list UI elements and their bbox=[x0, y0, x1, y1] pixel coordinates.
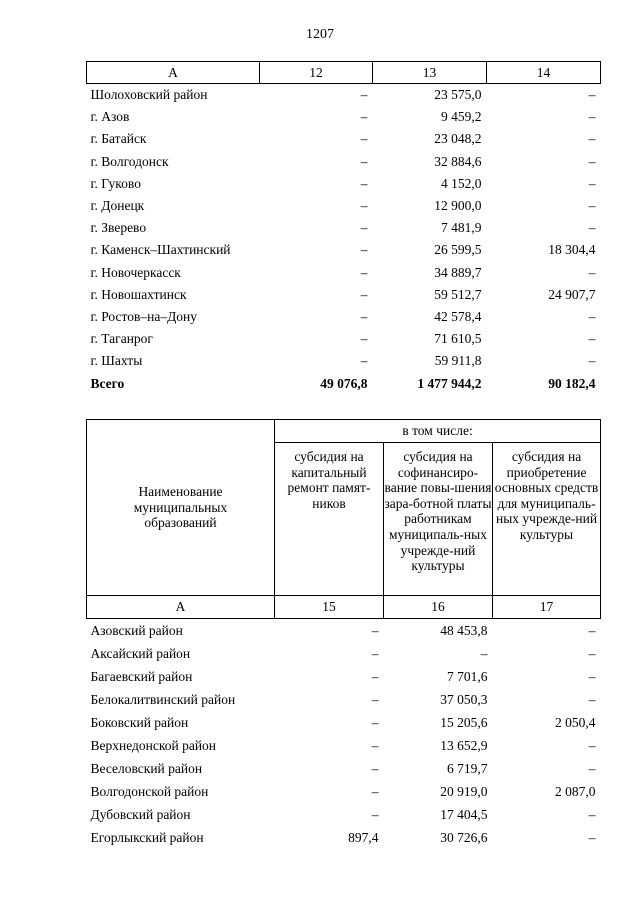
table-row bbox=[87, 239, 601, 261]
value-c12: – bbox=[360, 109, 368, 125]
value-c17: – bbox=[588, 622, 596, 638]
value-c14: – bbox=[588, 131, 596, 147]
subsidy-table-part2 bbox=[86, 419, 601, 849]
value-c14: – bbox=[588, 308, 596, 324]
value-c13: 32 884,6 bbox=[434, 153, 482, 169]
value-c16: 15 205,6 bbox=[440, 714, 488, 730]
value-c14: – bbox=[588, 175, 596, 191]
value-c15: – bbox=[371, 714, 379, 730]
value-c12: – bbox=[360, 87, 368, 103]
table-row bbox=[87, 780, 601, 803]
table-row bbox=[87, 328, 601, 350]
col-header-15: 15 bbox=[275, 596, 384, 619]
page-number: 1207 bbox=[306, 27, 334, 42]
value-c15: – bbox=[371, 737, 379, 753]
value-c13: 23 575,0 bbox=[434, 87, 482, 103]
value-c15: – bbox=[371, 645, 379, 661]
value-c17: – bbox=[588, 737, 596, 753]
table-row bbox=[87, 106, 601, 128]
municipality-name-header: Наименование муниципальных образований bbox=[87, 420, 275, 596]
value-c16: 7 701,6 bbox=[447, 668, 488, 684]
value-c12: – bbox=[360, 286, 368, 302]
table-row bbox=[87, 665, 601, 688]
value-c14: 24 907,7 bbox=[548, 286, 596, 302]
value-c16: 17 404,5 bbox=[440, 806, 488, 822]
value-c15: – bbox=[371, 783, 379, 799]
value-c15: – bbox=[371, 760, 379, 776]
municipality-name: г. Ростов–на–Дону bbox=[90, 308, 198, 324]
table-row bbox=[87, 803, 601, 826]
municipality-name: Волгодонской район bbox=[90, 783, 209, 799]
table-row bbox=[87, 173, 601, 195]
value-c13: 7 481,9 bbox=[441, 220, 482, 236]
municipality-name: г. Донецк bbox=[90, 198, 145, 214]
value-c13: 59 911,8 bbox=[434, 353, 482, 369]
col17-header: субсидия на приобретение основных средств для муниципаль-ных учрежде-ний культуры bbox=[493, 443, 601, 596]
table-row bbox=[87, 151, 601, 173]
value-c13: 59 512,7 bbox=[434, 286, 482, 302]
value-c16: 20 919,0 bbox=[440, 783, 488, 799]
value-c14: – bbox=[588, 109, 596, 125]
municipality-name: г. Волгодонск bbox=[90, 153, 169, 169]
value-c16: 48 453,8 bbox=[440, 622, 488, 638]
table-row bbox=[87, 306, 601, 328]
municipality-name: г. Таганрог bbox=[90, 331, 153, 347]
col-header-a: А bbox=[87, 62, 260, 84]
municipality-name: г. Азов bbox=[90, 109, 130, 125]
value-c14: – bbox=[588, 87, 596, 103]
total-c13: 1 477 944,2 bbox=[417, 375, 482, 391]
table-row bbox=[87, 711, 601, 734]
total-label: Всего bbox=[90, 375, 125, 391]
total-c12: 49 076,8 bbox=[320, 375, 368, 391]
table-row bbox=[87, 642, 601, 665]
value-c13: 23 048,2 bbox=[434, 131, 482, 147]
col-header-a: А bbox=[87, 596, 275, 619]
col15-header: субсидия на капитальный ремонт памят-ников bbox=[275, 443, 384, 596]
value-c14: – bbox=[588, 198, 596, 214]
value-c15: – bbox=[371, 806, 379, 822]
col-header-17: 17 bbox=[493, 596, 601, 619]
value-c15: – bbox=[371, 691, 379, 707]
value-c14: 18 304,4 bbox=[548, 242, 596, 258]
value-c13: 34 889,7 bbox=[434, 264, 482, 280]
value-c12: – bbox=[360, 308, 368, 324]
col16-header: субсидия на софинансиро-вание повы-шения зара-ботной платы работникам муниципаль-ных учрежде-ний культуры bbox=[384, 443, 493, 596]
value-c14: – bbox=[588, 153, 596, 169]
value-c17: – bbox=[588, 668, 596, 684]
table-row bbox=[87, 619, 601, 643]
value-c13: 12 900,0 bbox=[434, 198, 482, 214]
municipality-name: г. Зверево bbox=[90, 220, 147, 236]
total-row bbox=[87, 372, 601, 394]
table-row bbox=[87, 826, 601, 849]
value-c17: – bbox=[588, 645, 596, 661]
table-row bbox=[87, 284, 601, 306]
municipality-name: Боковский район bbox=[90, 714, 189, 730]
value-c16: 37 050,3 bbox=[440, 691, 488, 707]
subsidy-table-part1 bbox=[86, 61, 601, 395]
table-row bbox=[87, 195, 601, 217]
municipality-name: Шолоховский район bbox=[90, 87, 208, 103]
value-c15: 897,4 bbox=[348, 829, 379, 845]
value-c12: – bbox=[360, 242, 368, 258]
municipality-name: г. Новочеркасск bbox=[90, 264, 181, 280]
value-c12: – bbox=[360, 175, 368, 191]
value-c15: – bbox=[371, 668, 379, 684]
value-c12: – bbox=[360, 198, 368, 214]
value-c12: – bbox=[360, 264, 368, 280]
value-c17: – bbox=[588, 760, 596, 776]
municipality-name: г. Каменск–Шахтинский bbox=[90, 242, 231, 258]
value-c17: 2 087,0 bbox=[555, 783, 596, 799]
table2-letter-row bbox=[87, 596, 601, 619]
value-c13: 71 610,5 bbox=[434, 331, 482, 347]
table-row bbox=[87, 262, 601, 284]
value-c15: – bbox=[371, 622, 379, 638]
value-c16: – bbox=[480, 645, 488, 661]
value-c13: 26 599,5 bbox=[434, 242, 482, 258]
municipality-name: Егорлыкский район bbox=[90, 829, 204, 845]
municipality-name: г. Новошахтинск bbox=[90, 286, 187, 302]
col-header-13: 13 bbox=[373, 62, 487, 84]
value-c12: – bbox=[360, 220, 368, 236]
value-c13: 42 578,4 bbox=[434, 308, 482, 324]
value-c12: – bbox=[360, 331, 368, 347]
value-c16: 13 652,9 bbox=[440, 737, 488, 753]
table-row bbox=[87, 84, 601, 107]
value-c13: 9 459,2 bbox=[441, 109, 482, 125]
value-c12: – bbox=[360, 131, 368, 147]
table-row bbox=[87, 128, 601, 150]
col-header-14: 14 bbox=[487, 62, 601, 84]
municipality-name: Багаевский район bbox=[90, 668, 193, 684]
value-c14: – bbox=[588, 353, 596, 369]
col-header-12: 12 bbox=[260, 62, 373, 84]
municipality-name: Аксайский район bbox=[90, 645, 191, 661]
municipality-name: г. Батайск bbox=[90, 131, 147, 147]
table-row bbox=[87, 350, 601, 372]
value-c12: – bbox=[360, 153, 368, 169]
value-c12: – bbox=[360, 353, 368, 369]
total-c14: 90 182,4 bbox=[548, 375, 596, 391]
value-c16: 30 726,6 bbox=[440, 829, 488, 845]
municipality-name: г. Шахты bbox=[90, 353, 143, 369]
value-c14: – bbox=[588, 264, 596, 280]
table1-header-row bbox=[87, 62, 601, 84]
col-header-16: 16 bbox=[384, 596, 493, 619]
value-c16: 6 719,7 bbox=[447, 760, 488, 776]
municipality-name: Верхнедонской район bbox=[90, 737, 217, 753]
municipality-name: Веселовский район bbox=[90, 760, 203, 776]
table-row bbox=[87, 734, 601, 757]
value-c17: – bbox=[588, 691, 596, 707]
municipality-name: Азовский район bbox=[90, 622, 183, 638]
value-c13: 4 152,0 bbox=[441, 175, 482, 191]
table-row bbox=[87, 217, 601, 239]
value-c17: 2 050,4 bbox=[555, 714, 596, 730]
including-header: в том числе: bbox=[275, 420, 601, 443]
table-row bbox=[87, 688, 601, 711]
table-row bbox=[87, 757, 601, 780]
value-c14: – bbox=[588, 220, 596, 236]
value-c17: – bbox=[588, 806, 596, 822]
value-c14: – bbox=[588, 331, 596, 347]
value-c17: – bbox=[588, 829, 596, 845]
municipality-name: г. Гуково bbox=[90, 175, 141, 191]
municipality-name: Белокалитвинский район bbox=[90, 691, 236, 707]
municipality-name: Дубовский район bbox=[90, 806, 191, 822]
